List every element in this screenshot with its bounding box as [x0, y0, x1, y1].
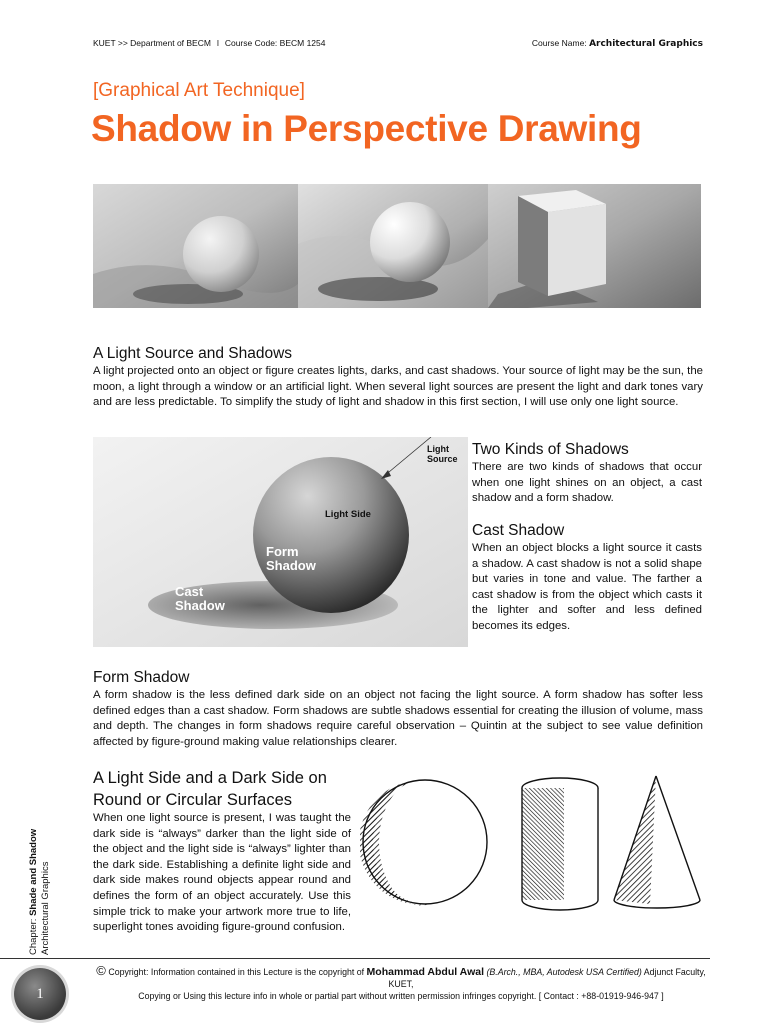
author-credentials: (B.Arch., MBA, Autodesk USA Certified): [486, 967, 642, 977]
section-body-form-shadow: A form shadow is the less defined dark side on an object not facing the light source. A form shadow has softer less defined edges than a cast shadow. Form shadows are subtle shadows essential for creating the illusion of volume, mass and depth. The changes in form shadows require careful observation – Quintin at the subject to see value definition affected by figure-ground making value relationships clearer.: [93, 689, 703, 748]
section-body-cast-shadow: When an object blocks a light source it casts a shadow. A cast shadow is not a solid shape but varies in tone and value. The farther a cast shadow is from the object which casts it the lighter and softer and less defined becomes its edges.: [472, 542, 702, 632]
hatched-cone: [614, 776, 700, 908]
cube-photo: [488, 184, 701, 308]
page-title: Shadow in Perspective Drawing: [91, 108, 642, 149]
hatched-sphere: [360, 780, 487, 905]
page-number: 1: [36, 985, 44, 1002]
page-number-badge: [14, 968, 66, 1020]
section-body-light-source: A light projected onto an object or figure creates lights, darks, and cast shadows. Your source of light may be the sun, the moon, a light through a window or an artificial light. When several light sources are present the light and dark tones vary and are less predictable. To simplify the study of light and shadow in this first section, I will use only one light source.: [93, 365, 703, 409]
hatched-cylinder: [522, 778, 598, 910]
author-name: Mohammad Abdul Awal: [366, 966, 485, 978]
header-left: [93, 38, 325, 48]
header-right: [532, 38, 703, 49]
section-body-light-dark: When one light source is present, I was taught the dark side is “always” darker than the light side of the object and the light side is “always” lighter than the dark side. Establishing a definite light side and dark side makes round objects appear round and defines the form of an object accurately. Use this simple trick to make your artwork more true to life, superlight tones avoiding figure-ground confusion.: [93, 812, 351, 934]
shadow-diagram: [93, 437, 468, 647]
section-heading-light-dark: A Light Side and a Dark Side on Round or Circular Surfaces: [93, 769, 327, 809]
footer-copyright: [90, 965, 712, 1002]
breadcrumb: KUET >> Department of BECM: [93, 38, 211, 48]
section-heading-two-kinds: Two Kinds of Shadows: [472, 441, 629, 458]
course-name-label: Course Name:: [531, 38, 587, 48]
sidebar-chapter: Chapter: Shade and Shadow Architectural Graphics: [28, 828, 51, 955]
course-code: Course Code: BECM 1254: [224, 38, 326, 48]
diagram-label-cast-shadow: Cast Shadow: [175, 584, 225, 613]
diagram-label-light-source: Light Source: [427, 444, 458, 464]
course-name: Architectural Graphics: [589, 39, 703, 49]
diagram-label-light-side: Light Side: [325, 509, 371, 520]
sphere-photo-1: [93, 184, 298, 308]
section-heading-cast-shadow: Cast Shadow: [472, 522, 565, 539]
sphere-photo-2: [298, 184, 488, 308]
footer-line-2: Copying or Using this lecture info in whole or partial part without written permission infringes copyright. [ Contact : +88-01919-946-947 ]: [138, 991, 664, 1001]
page-header: [93, 38, 703, 52]
banner-photos: [93, 184, 701, 308]
header-separator: l: [216, 38, 219, 48]
section-body-two-kinds: There are two kinds of shadows that occur when one light shines on an object, a cast shadow and a form shadow.: [472, 461, 702, 505]
section-heading-form-shadow: Form Shadow: [93, 669, 190, 686]
footer-rule: [0, 958, 710, 959]
section-heading-light-source: A Light Source and Shadows: [93, 345, 293, 362]
supertitle: [Graphical Art Technique]: [93, 80, 305, 101]
diagram-label-form-shadow: Form Shadow: [266, 544, 316, 573]
hatched-shapes-illustration: [360, 772, 702, 912]
footer-line-1: © Copyright: Information contained in this Lecture is the copyright of Mohammad Abdul Awal (B.Arch., MBA, Autodesk USA Certified) Adjunct Faculty, KUET,: [96, 963, 706, 989]
copyright-symbol: ©: [96, 963, 106, 978]
